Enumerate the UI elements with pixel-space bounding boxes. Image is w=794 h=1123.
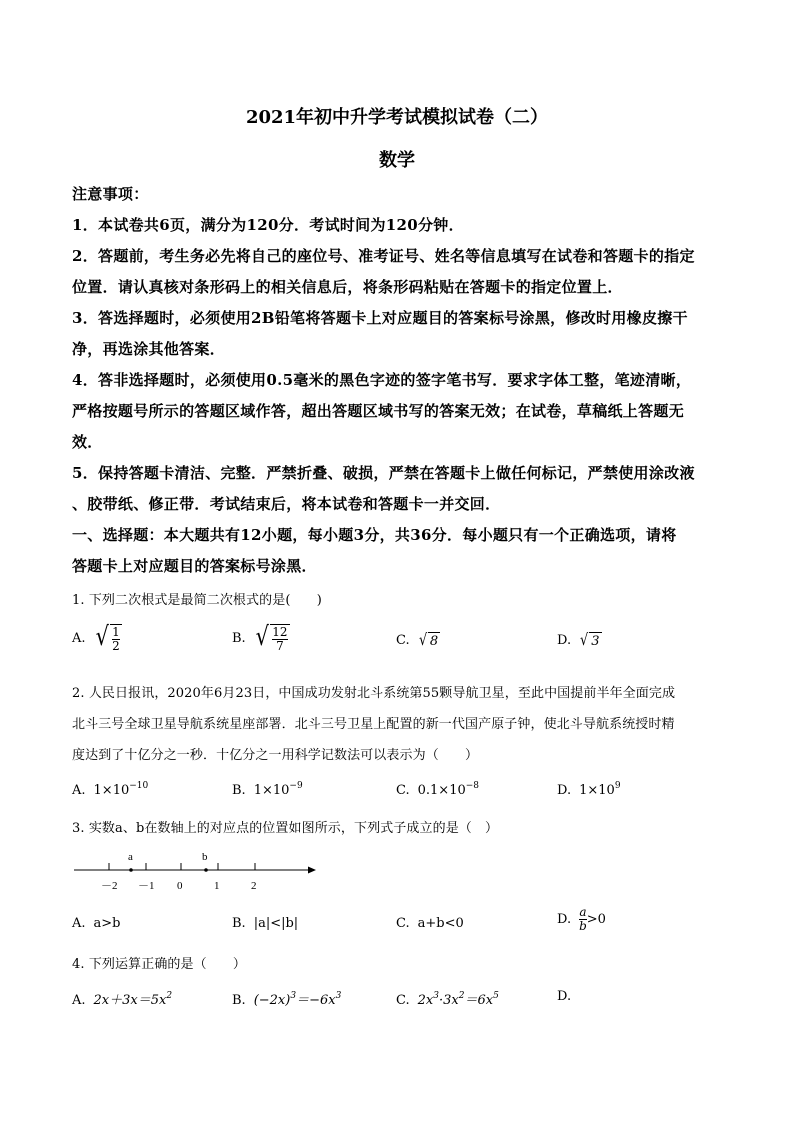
sqrt-icon: √ [418, 630, 427, 649]
notes-heading: 注意事项： [72, 185, 149, 203]
q1-option-b [232, 624, 290, 653]
q1-option-c [396, 632, 440, 649]
option-label: C. [396, 633, 410, 648]
sqrt-icon: √ [580, 630, 589, 649]
question-2-stem: 2. 人民日报讯，2020年6月23日，中国成功发射北斗系统第55颗导航卫星，至此中国提前半年全面完成 [72, 686, 676, 701]
radical [254, 624, 290, 653]
point-a-label: a [128, 851, 133, 863]
exam-title: 2021年初中升学考试模拟试卷（二） [245, 107, 549, 128]
note-line: 位置．请认真核对条形码上的相关信息后，将条形码粘贴在答题卡的指定位置上． [72, 278, 623, 296]
q3-option-c: C. a+b<0 [396, 916, 464, 931]
tick-label: 0 [177, 880, 183, 892]
note-line: 5．保持答题卡清洁、完整．严禁折叠、破损，严禁在答题卡上做任何标记，严禁使用涂改液 [72, 464, 695, 482]
radical: √ 3 [580, 630, 600, 649]
q3-option-a: A. a>b [72, 916, 121, 931]
question-1-stem: 1. 下列二次根式是最简二次根式的是( ) [72, 593, 322, 608]
note-line: 、胶带纸、修正带．考试结束后，将本试卷和答题卡一并交回． [72, 495, 501, 513]
point-a-dot [129, 868, 133, 872]
note-line: 效． [72, 433, 103, 451]
tick-label: 1 [214, 880, 220, 892]
question-4-stem: 4. 下列运算正确的是（ ） [72, 957, 247, 972]
section-instructions: 答题卡上对应题目的答案标号涂黑． [72, 557, 317, 575]
note-line: 严格按题号所示的答题区域作答，超出答题区域书写的答案无效；在试卷，草稿纸上答题无 [72, 402, 685, 420]
section-instructions: 一、选择题：本大题共有12小题，每小题3分，共36分．每小题只有一个正确选项，请将 [72, 526, 677, 544]
point-b-dot [204, 868, 208, 872]
q3-option-b: B. |a|<|b| [232, 916, 299, 931]
q4-option-c: C. $2x^3\cdot 3x^2=6x^5$ [396, 991, 499, 1008]
sqrt-icon: √ [255, 622, 269, 652]
q4-option-b: B. $(-2x)^3=-6x^3$ [232, 991, 342, 1008]
sqrt-icon: √ [95, 622, 109, 652]
note-line: 净，再选涂其他答案． [72, 340, 226, 358]
point-b-label: b [202, 851, 208, 863]
q3-option-d: D. $\frac{a}{b}$ >0 [557, 905, 606, 933]
option-label: B. [232, 631, 246, 646]
question-2-stem: 度达到了十亿分之一秒．十亿分之一用科学记数法可以表示为（ ） [72, 748, 479, 763]
tick-label: 2 [251, 880, 257, 892]
fraction: $\frac{12}{7}$ [272, 625, 288, 653]
question-3-stem: 3. 实数a、b在数轴上的对应点的位置如图所示，下列式子成立的是（ ） [72, 821, 499, 836]
q2-option-b: B. $1\times 10^{-9}$ [232, 781, 303, 798]
option-label: A. [72, 631, 86, 646]
q2-option-a: A. $1\times 10^{-10}$ [72, 781, 149, 798]
note-line: 2．答题前，考生务必先将自己的座位号、准考证号、姓名等信息填写在试卷和答题卡的指定 [72, 247, 695, 265]
q4-option-a: A. $2x+3x=5x^2$ [72, 991, 173, 1008]
q4-option-d: D. [557, 989, 572, 1004]
radical [94, 624, 122, 653]
subject-title: 数学 [379, 150, 415, 171]
question-2-stem: 北斗三号全球卫星导航系统星座部署．北斗三号卫星上配置的新一代国产原子钟，使北斗导航系统授时精 [72, 717, 675, 732]
tick-label: －1 [138, 880, 155, 892]
note-line: 3．答选择题时，必须使用2B铅笔将答题卡上对应题目的答案标号涂黑，修改时用橡皮擦干 [72, 309, 688, 327]
tick-label: －2 [101, 880, 118, 892]
option-label: D. [557, 633, 572, 648]
q2-option-d: D. $1\times 10^9$ [557, 781, 621, 798]
q2-option-c: C. $0.1\times 10^{-8}$ [396, 781, 480, 798]
q1-option-a [72, 624, 122, 653]
fraction: $\frac{1}{2}$ [112, 625, 120, 653]
radical: √ 8 [418, 630, 439, 649]
number-line-figure [70, 848, 320, 896]
q1-option-d [557, 632, 602, 649]
note-line: 4．答非选择题时，必须使用0.5毫米的黑色字迹的签字笔书写．要求字体工整，笔迹清晰， [72, 371, 692, 389]
fraction: $\frac{a}{b}$ [579, 905, 587, 933]
note-line: 1．本试卷共6页，满分为120分．考试时间为120分钟． [72, 216, 464, 234]
axis-arrow-icon [308, 867, 316, 874]
